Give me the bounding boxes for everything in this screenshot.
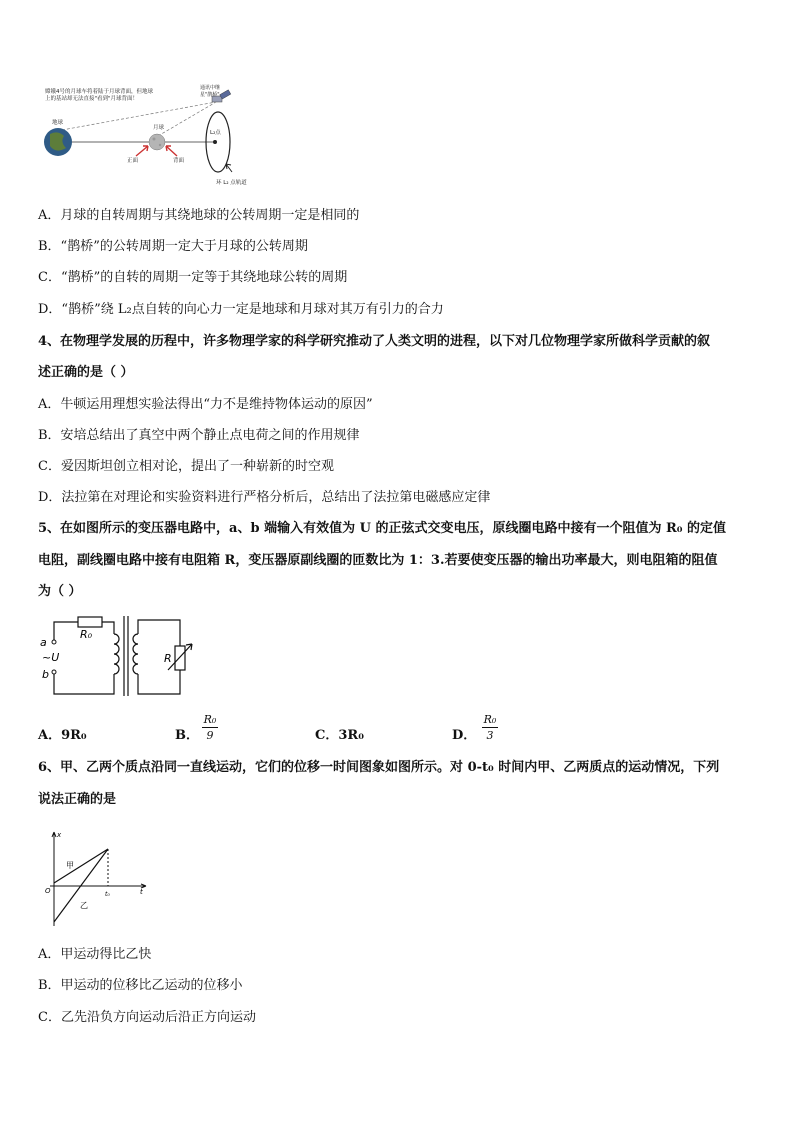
q4-option-d: D．法拉第在对理论和实验资料进行严格分析后，总结出了法拉第电磁感应定律	[38, 490, 491, 505]
l2-point	[213, 140, 217, 144]
q5-option-c: C．3R₀	[315, 728, 364, 743]
queqiao-diagram	[40, 82, 260, 192]
earth-label: 地球	[52, 120, 64, 126]
q4-option-a: A．牛顿运用理想实验法得出“力不是维持物体运动的原因”	[38, 397, 373, 412]
front-arrow-icon	[136, 146, 148, 156]
q4-option-c: C．爱因斯坦创立相对论，提出了一种崭新的时空观	[38, 459, 334, 474]
q5-option-b-label: B．	[175, 728, 199, 743]
q6-stem-line1: 6、甲、乙两个质点沿同一直线运动，它们的位移一时间图象如图所示。对 0-t₀ 时间内甲、乙两质点的运动情况，下列	[38, 760, 720, 775]
earth-icon	[44, 128, 72, 156]
q4-stem-line1: 4、在物理学发展的历程中，许多物理学家的科学研究推动了人类文明的进程，以下对几位物理学家所做科学贡献的叙	[38, 334, 711, 349]
transformer-circuit-diagram	[38, 612, 198, 702]
yi-label: 乙	[80, 901, 88, 910]
origin-label: O	[45, 887, 51, 895]
q5-stem-line1: 5、在如图所示的变压器电路中，a、b 端输入有效值为 U 的正弦式交变电压，原线圈电路中接有一个阻值为 R₀ 的定值	[38, 521, 727, 536]
q4-option-b: B．安培总结出了真空中两个静止点电荷之间的作用规律	[38, 428, 360, 443]
a-terminal-label: a	[40, 636, 47, 649]
r-label: R	[164, 652, 172, 665]
orbit-pointer-icon	[226, 164, 232, 172]
q4-stem-line2: 述正确的是（ ）	[38, 365, 134, 380]
q5-option-d-denominator: 3	[486, 729, 494, 742]
back-label: 背面	[173, 158, 185, 164]
moon-icon	[149, 134, 165, 150]
q5-option-d-label: D．	[452, 728, 477, 743]
l2-label: L₂点	[210, 130, 221, 136]
u-source-label: ~U	[42, 651, 60, 664]
x-axis-label: x	[57, 831, 62, 839]
q5-option-d-fraction	[482, 713, 498, 742]
q5-option-b-fraction	[202, 713, 218, 742]
q5-option-b-denominator: 9	[206, 729, 214, 742]
front-label: 正面	[127, 158, 139, 164]
displacement-time-graph	[42, 828, 154, 928]
q6-stem-line2: 说法正确的是	[38, 792, 117, 807]
q3-option-a: A．月球的自转周期与其绕地球的公转周期一定是相同的	[38, 208, 360, 223]
t-axis-label: t	[140, 888, 143, 896]
q3-option-d: D．“鹊桥”绕 L₂点自转的向心力一定是地球和月球对其万有引力的合力	[38, 302, 444, 317]
jia-label: 甲	[66, 861, 74, 870]
relay-label-2: 星"鹊桥"	[200, 92, 220, 98]
diagram-caption-2: 上的基站却无法直接"看到"月球背面！	[45, 96, 139, 102]
moon-label: 月球	[153, 125, 165, 131]
q5-stem-line2: 电阻，副线圈电路中接有电阻箱 R，变压器原副线圈的匝数比为 1：3.若要使变压器的输出功率最大，则电阻箱的阻值	[38, 553, 718, 568]
t0-label: t₀	[105, 891, 110, 898]
q5-stem-line3: 为（ ）	[38, 584, 82, 599]
q6-option-a: A．甲运动得比乙快	[38, 947, 152, 962]
q6-option-b: B．甲运动的位移比乙运动的位移小	[38, 978, 243, 993]
q5-option-d-numerator: R₀	[483, 713, 497, 726]
diagram-caption-1: 嫦娥4号的月球车将着陆于月球背面，但地球	[45, 89, 154, 95]
q6-option-c: C．乙先沿负方向运动后沿正方向运动	[38, 1010, 256, 1025]
back-arrow-icon	[166, 146, 177, 156]
q3-option-b: B．“鹊桥”的公转周期一定大于月球的公转周期	[38, 239, 308, 254]
q5-option-b-numerator: R₀	[203, 713, 217, 726]
q5-option-a: A．9R₀	[38, 728, 87, 743]
q3-option-c: C．“鹊桥”的自转的周期一定等于其绕地球公转的周期	[38, 270, 348, 285]
orbit-label: 环 L₂ 点轨道	[216, 180, 247, 186]
relay-label-1: 通讯中继	[200, 85, 221, 91]
b-terminal-label: b	[42, 668, 49, 681]
jia-line	[54, 849, 108, 883]
r0-label: R₀	[80, 628, 93, 641]
